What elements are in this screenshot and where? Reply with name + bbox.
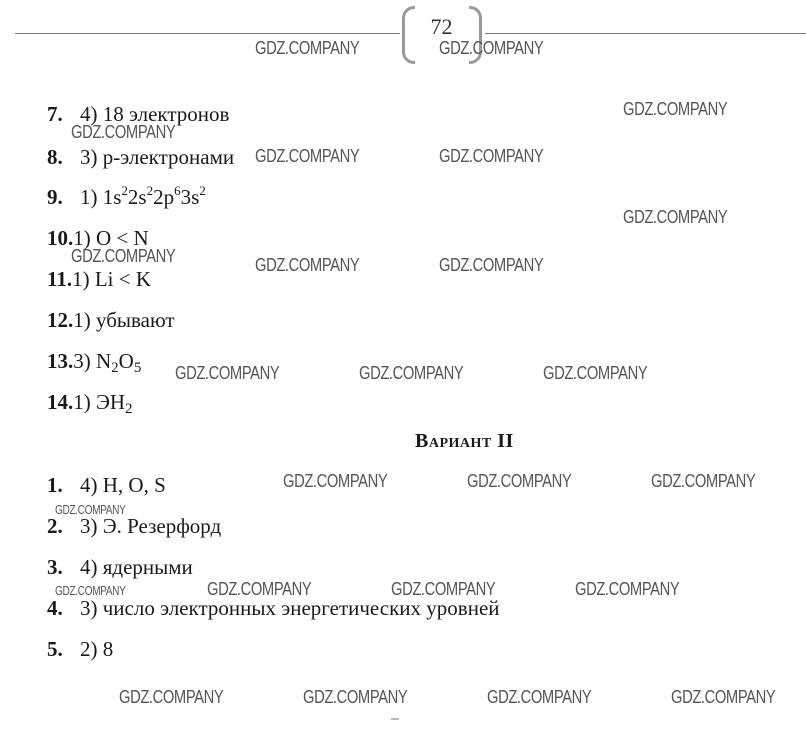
answer-text: 1) Li < K	[72, 267, 152, 291]
answer-text: 3) $N_2O_5$	[73, 349, 142, 376]
watermark: GDZ.COMPANY	[671, 687, 776, 707]
watermark: GDZ.COMPANY	[575, 579, 680, 599]
answer-text: 1) $1s^22s^22p^63s^2$	[80, 183, 206, 209]
answer-row	[47, 145, 234, 169]
watermark: GDZ.COMPANY	[283, 471, 388, 491]
answer-text: 4) ядерными	[80, 555, 193, 579]
answer-row	[47, 473, 166, 497]
answer-number: 11.	[47, 267, 73, 291]
answer-row	[47, 514, 221, 538]
answer-text: 1) O < N	[73, 226, 149, 250]
answer-number: 5.	[47, 637, 63, 661]
watermark: GDZ.COMPANY	[207, 579, 312, 599]
answer-number: 12.	[47, 308, 74, 332]
watermark: GDZ.COMPANY	[651, 471, 756, 491]
answer-number: 13.	[47, 349, 74, 373]
watermark: GDZ.COMPANY	[391, 579, 496, 599]
watermark: GDZ.COMPANY	[255, 38, 360, 58]
answer-text: 3) Э. Резерфорд	[80, 514, 222, 538]
answer-row	[47, 308, 175, 332]
answer-number: 4.	[47, 596, 63, 620]
answer-number: 9.	[47, 185, 63, 209]
header-rule-right	[485, 33, 806, 34]
answer-text: 4) H, O, S	[80, 473, 166, 497]
watermark: GDZ.COMPANY	[255, 146, 360, 166]
watermark: GDZ.COMPANY	[439, 146, 544, 166]
header-rule-left	[15, 33, 400, 34]
watermark: GDZ.COMPANY	[71, 122, 176, 142]
answer-row	[47, 349, 142, 376]
watermark: GDZ.COMPANY	[543, 363, 648, 383]
answer-text: 3) число электронных энергетических уровней	[80, 596, 500, 620]
answer-number: 14.	[47, 390, 74, 414]
answer-number: 7.	[47, 102, 63, 126]
watermark: GDZ.COMPANY	[623, 207, 728, 227]
answer-text: 4) 18 электронов	[80, 102, 230, 126]
watermark: GDZ.COMPANY	[71, 246, 176, 266]
watermark: GDZ.COMPANY	[55, 502, 126, 517]
watermark: GDZ.COMPANY	[467, 471, 572, 491]
answer-row	[47, 555, 193, 579]
watermark: GDZ.COMPANY	[119, 687, 224, 707]
watermark: GDZ.COMPANY	[439, 38, 544, 58]
answer-row	[47, 267, 151, 291]
answer-number: 8.	[47, 145, 63, 169]
page-number: 72	[430, 14, 453, 39]
answer-row	[47, 390, 133, 417]
answer-number: 1.	[47, 473, 63, 497]
answer-text: 3) р-электронами	[80, 145, 235, 169]
answer-number: 2.	[47, 514, 63, 538]
answer-number: 3.	[47, 555, 63, 579]
answer-text: 1) $ЭН_2$	[73, 390, 133, 417]
watermark: GDZ.COMPANY	[55, 583, 126, 598]
variant-heading: Вариант II	[415, 430, 514, 452]
watermark: GDZ.COMPANY	[623, 99, 728, 119]
answer-row	[47, 637, 113, 661]
answer-number: 10.	[47, 226, 74, 250]
watermark: GDZ.COMPANY	[255, 255, 360, 275]
watermark: GDZ.COMPANY	[439, 255, 544, 275]
watermark: GDZ.COMPANY	[487, 687, 592, 707]
watermark: GDZ.COMPANY	[175, 363, 280, 383]
answer-row	[47, 185, 206, 209]
answer-text: 2) 8	[80, 637, 114, 661]
watermark: GDZ.COMPANY	[303, 687, 408, 707]
answer-text: 1) убывают	[73, 308, 175, 332]
scan-mark	[391, 718, 399, 720]
watermark: GDZ.COMPANY	[359, 363, 464, 383]
